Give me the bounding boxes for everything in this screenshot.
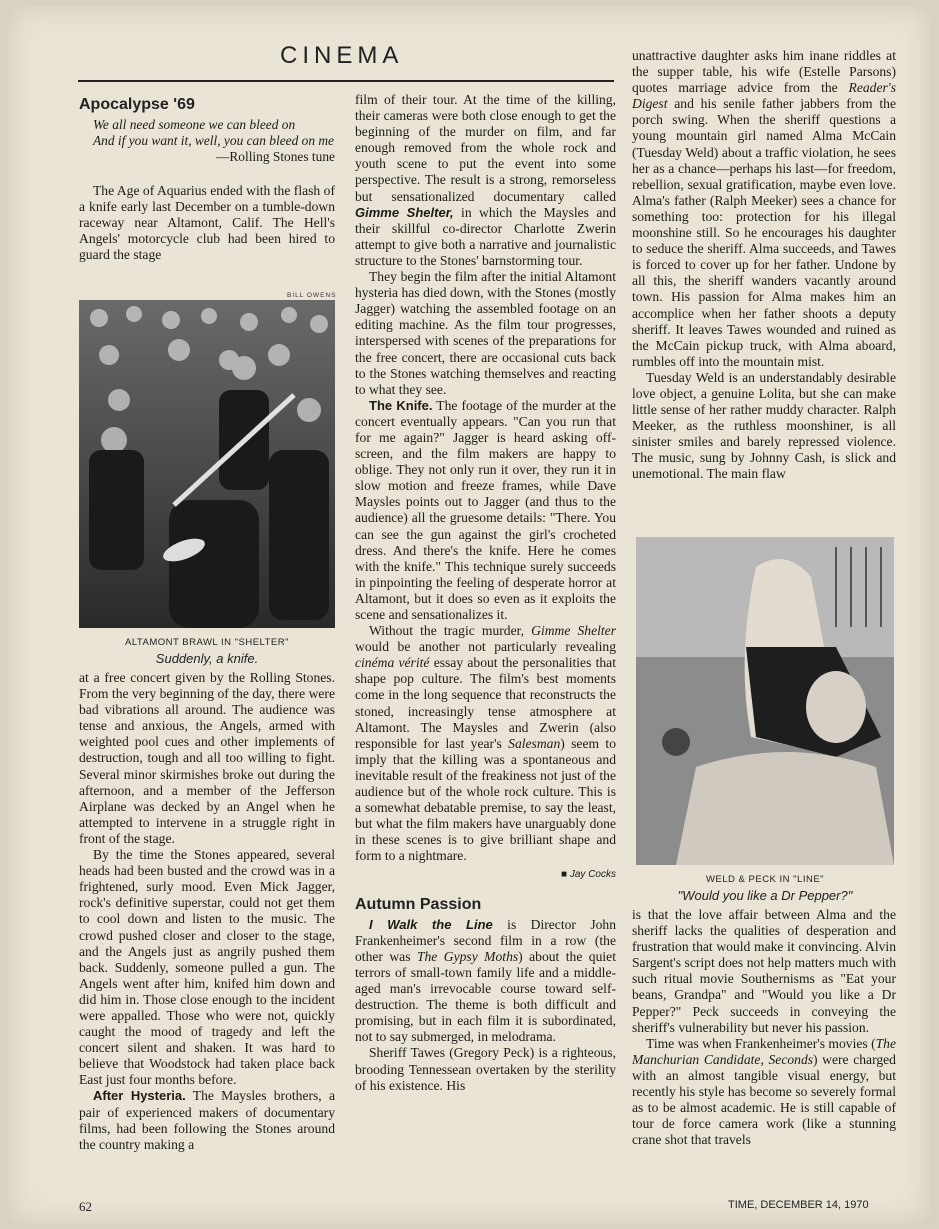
actors-image-icon <box>636 537 894 865</box>
altamont-photo <box>79 300 335 628</box>
title-rule <box>78 80 614 82</box>
article1-paragraph-2: By the time the Stones appeared, several heads had been busted and the crowd was in a frightened, surly mood. Even Mick Jagger, rock's definitive superstar, could not get them to cool down and listen to the music. The crowd pushed closer and closer to the stage, and the Angels just as angrily pushed them back. Suddenly, someone pulled a gun. The Angels went after him, knifed him down and did him in. Those close enough to the incident were appalled. Those who were not, quickly caught the mood of tragedy and left the concert silent and shaken. It was hard to believe that Woodstock had taken place back East just four months before. <box>79 847 335 1088</box>
article2-paragraph-1: I Walk the Line is Director John Frankenheimer's second film in a row (the other was The Gypsy Moths) about the quiet terrors of small-town family life and a middle-aged man's irrevocable course toward self-destruction. The theme is both difficult and promising, but in each film it is subordinated, not to say submerged, in melodrama. <box>355 916 617 1045</box>
section-title: CINEMA <box>280 42 404 69</box>
photo-caption-1-bottom: Suddenly, a knife. <box>155 651 259 666</box>
author-signature: ■ Jay Cocks <box>561 868 616 880</box>
epigraph-line-2: And if you want it, well, you can bleed on me <box>93 133 334 149</box>
article2-paragraph-3: Tuesday Weld is an understandably desirable love object, a genuine Lolita, but she can make little sense of her rather muddy character. Ralph Meeker, as the ruthless moonshiner, is all sinister smiles and barely repressed violence. The music, sung by Johnny Cash, is slick and unemotional. The main flaw <box>632 369 896 482</box>
photo-caption-2-bottom: "Would you like a Dr Pepper?" <box>677 888 853 903</box>
page-number: 62 <box>79 1199 92 1214</box>
article1-paragraph-6: Without the tragic murder, Gimme Shelter would be another not particularly revealing cinéma vérité essay about the personalities that shape pop culture. The film's best moments come in the long sequence that reconstructs the stoned, increasingly tense atmosphere at Altamont. The Maysles and Zwerin (also responsible for last year's Salesman) seem to imply that the killing was a spontaneous and inevitable result of the freakiness not just of the audience but of the whole rock culture. This is a somewhat debatable premise, to say the least, but what the film makers have unarguably done in these scenes is to give brilliant shape and form to a nightmare. <box>355 623 617 864</box>
film-title-i-walk-the-line: I Walk the Line <box>369 916 493 932</box>
crowd-image-icon <box>79 300 335 628</box>
article1-paragraph-1-cont: at a free concert given by the Rolling Stones. From the very beginning of the day, there were bad vibrations all around. The audience was tense and anxious, the Angels, armed with weighted pool cues and other implements of destruction, tough and all too willing to fight. Several minor skirmishes broke out during the afternoon, and a member of the Jefferson Airplane was decked by an Angel when he attempted to intervene in a struggle right in front of the stage. <box>79 670 335 846</box>
article1-paragraph-1: The Age of Aquarius ended with the flash of a knife early last December on a tumble-down raceway near Altamont, Calif. The Hell's Angels' motorcycle club had been hired to guard the stage <box>79 183 335 263</box>
article1-paragraph-3-cont: film of their tour. At the time of the killing, their cameras were both close enough to get the beginning of the murder on film, and far enough removed from the whole rock and youth scene to put the event into some perspective. The result is a strong, remorseless but sensationalized documentary called Gimme Shelter, in which the Maysles and their skillful co-director Charlotte Zwerin attempt to give both a narrative and journalistic structure to the Stones' barnstorming tour. <box>355 92 616 268</box>
article2-paragraph-4: Time was when Frankenheimer's movies (The Manchurian Candidate, Seconds) were charged with an almost tangible visual energy, but recently his style has become so severely formal as to be almost academic. He is still capable of tour de force camera work (like a stunning crane shot that travels <box>632 1035 896 1148</box>
epigraph <box>79 117 335 165</box>
article1-paragraph-4: They begin the film after the initial Altamont hysteria has died down, with the Stones (mostly Jagger) watching the assembled footage on an editing machine. As the film tour progresses, interspersed with scenes of the preparations for the free concert, there are occasional cuts back to the Stones watching themselves and reacting to what they see. <box>355 269 616 397</box>
epigraph-line-1: We all need someone we can bleed on <box>93 117 296 133</box>
column-3-bottom <box>632 907 896 1148</box>
photo-caption-1-top: ALTAMONT BRAWL IN "SHELTER" <box>125 637 289 648</box>
issue-date: TIME, DECEMBER 14, 1970 <box>728 1199 869 1211</box>
weld-peck-photo <box>636 537 894 865</box>
article2-paragraph-2-cont: unattractive daughter asks him inane riddles at the supper table, his wife (Estelle Parsons) quotes marriage advice from the Reader's Digest and his senile father jabbers from the porch swing. When the sheriff questions a young mountain girl named Alma McCain (Tuesday Weld) about a traffic violation, he sees her as a chance—perhaps his last—for freedom, rebellion, sexual gratification, maybe even love. Alma's father (Ralph Meeker) sees a chance for something too: protection for his illegal moonshine still. So he encourages his daughter to seduce the sheriff. Alma succeeds, and Tawes is forced to cover up for her father. Undone by all this, the sheriff wanders vacantly around town. His passion for Alma makes him an accomplice when her father shoots a deputy sheriff. It leaves Tawes wounded and ruined as the McCain pickup truck, with Alma aboard, rumbles off into the mountain mist. <box>632 48 896 369</box>
headline-autumn-passion: Autumn Passion <box>355 895 482 913</box>
headline-apocalypse: Apocalypse '69 <box>79 96 195 113</box>
article1-paragraph-5: The Knife. The footage of the murder at the concert eventually appears. "Can you run that for me again?" Jagger is heard asking off-screen, and the film makers are happy to oblige. They not only run it over, they run it in slow motion and freeze frames, while Dave Maysles points out to Jagger (and thus to the audience) all the gruesome details: "There. You can see the gun against the girl's crocheted dress. And there's the knife. Here he comes with the knife." This technique surely succeeds in pinpointing the feeling of desperate horror at Altamont, but it does so even as it exploits the scene and sensationalizes it. <box>355 397 617 622</box>
photo-credit: BILL OWENS <box>287 292 337 299</box>
epigraph-source: —Rolling Stones tune <box>215 149 335 165</box>
subhead-the-knife: The Knife. <box>369 397 433 413</box>
article2-paragraph-3-cont: is that the love affair between Alma and the sheriff lacks the qualities of desperation and frustration that would make it convincing. Alvin Sargent's script does not help matters much with such ritual movie Southernisms as "Eat your beans, Grandpa" and "Would you like a Dr Pepper?" Peck succeeds in conveying the sheriff's vulnerability but never his passion. <box>632 907 896 1035</box>
column-1-top <box>79 97 335 264</box>
column-1-bottom <box>79 670 335 1153</box>
photo-caption-2-top: WELD & PECK IN "LINE" <box>705 874 825 885</box>
subhead-after-hysteria: After Hysteria. <box>93 1088 186 1104</box>
article1-paragraph-3: After Hysteria. The Maysles brothers, a pair of experienced makers of documentary films, had been following the Stones around the country making a <box>79 1088 336 1152</box>
film-title-gimme-shelter: Gimme Shelter, <box>355 204 454 220</box>
article2-paragraph-2: Sheriff Tawes (Gregory Peck) is a righteous, brooding Tennessean overtaken by the sterility of his existence. His <box>355 1045 616 1093</box>
column-2 <box>355 92 616 1094</box>
column-3-top <box>632 48 896 483</box>
